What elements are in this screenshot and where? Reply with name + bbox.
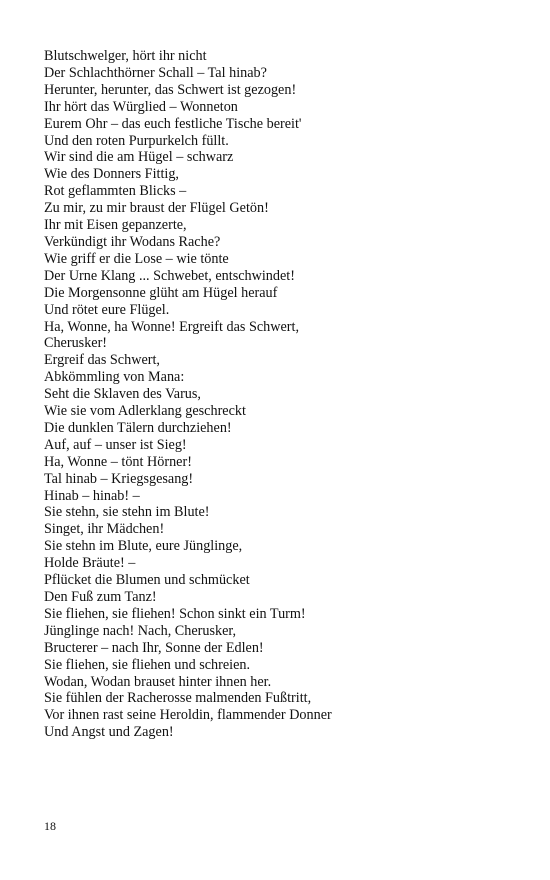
poem-line: Sie fühlen der Racherosse malmenden Fußtritt,: [44, 690, 312, 707]
poem-line: Und den roten Purpurkelch füllt.: [44, 132, 229, 149]
poem-line: Und Angst und Zagen!: [44, 724, 174, 741]
poem-line: Sie stehn im Blute, eure Jünglinge,: [44, 538, 243, 555]
poem-line: Den Fuß zum Tanz!: [44, 589, 157, 605]
poem-line: Wie des Donners Fittig,: [44, 166, 179, 183]
poem-line: Eurem Ohr – das euch festliche Tische bereit': [44, 115, 302, 132]
poem-line: Pflücket die Blumen und schmücket: [44, 572, 250, 589]
poem-text: [44, 48, 514, 741]
poem-line: Ha, Wonne – tönt Hörner!: [44, 453, 192, 470]
poem-line: Holde Bräute! –: [44, 555, 136, 572]
poem-line: Ha, Wonne, ha Wonne! Ergreift das Schwert,: [44, 318, 299, 335]
poem-line: Bructerer – nach Ihr, Sonne der Edlen!: [44, 639, 264, 656]
poem-line: Seht die Sklaven des Varus,: [44, 386, 201, 403]
poem-line: Wir sind die am Hügel – schwarz: [44, 149, 234, 166]
poem-line: Wodan, Wodan brauset hinter ihnen her.: [44, 673, 272, 690]
poem-line: Cherusker!: [44, 335, 108, 352]
poem-line: Herunter, herunter, das Schwert ist gezogen!: [44, 81, 297, 98]
poem-line: Ergreif das Schwert,: [44, 352, 160, 369]
poem-line: Tal hinab – Kriegsgesang!: [44, 470, 194, 487]
poem-line: Die Morgensonne glüht am Hügel herauf: [44, 284, 278, 301]
page-number: 18: [44, 819, 56, 833]
poem-line: Vor ihnen rast seine Heroldin, flammender Donner: [44, 707, 332, 724]
poem-line: Und rötet eure Flügel.: [44, 301, 170, 318]
poem-line: Der Schlachthörner Schall – Tal hinab?: [44, 64, 267, 81]
poem-line: Ihr hört das Würglied – Wonneton: [44, 98, 238, 115]
poem-line: Sie fliehen, sie fliehen und schreien.: [44, 656, 251, 673]
poem-line: Wie sie vom Adlerklang geschreckt: [44, 403, 246, 420]
poem-line: Blutschwelger, hört ihr nicht: [44, 48, 207, 64]
poem-line: Jünglinge nach! Nach, Cherusker,: [44, 622, 237, 639]
poem-line: Die dunklen Tälern durchziehen!: [44, 419, 232, 436]
poem-line: Sie fliehen, sie fliehen! Schon sinkt ein Turm!: [44, 605, 306, 622]
poem-line: Singet, ihr Mädchen!: [44, 521, 165, 538]
poem-line: Hinab – hinab! –: [44, 487, 140, 504]
poem-line: Sie stehn, sie stehn im Blute!: [44, 504, 210, 521]
poem-line: Wie griff er die Lose – wie tönte: [44, 250, 229, 267]
poem-line: Rot geflammten Blicks –: [44, 183, 187, 200]
poem-line: Ihr mit Eisen gepanzerte,: [44, 217, 187, 234]
poem-line: Verkündigt ihr Wodans Rache?: [44, 233, 221, 250]
poem-line: Abkömmling von Mana:: [44, 369, 185, 386]
poem-line: Zu mir, zu mir braust der Flügel Getön!: [44, 200, 269, 217]
poem-line: Auf, auf – unser ist Sieg!: [44, 436, 187, 453]
poem-line: Der Urne Klang ... Schwebet, entschwindet!: [44, 267, 295, 284]
